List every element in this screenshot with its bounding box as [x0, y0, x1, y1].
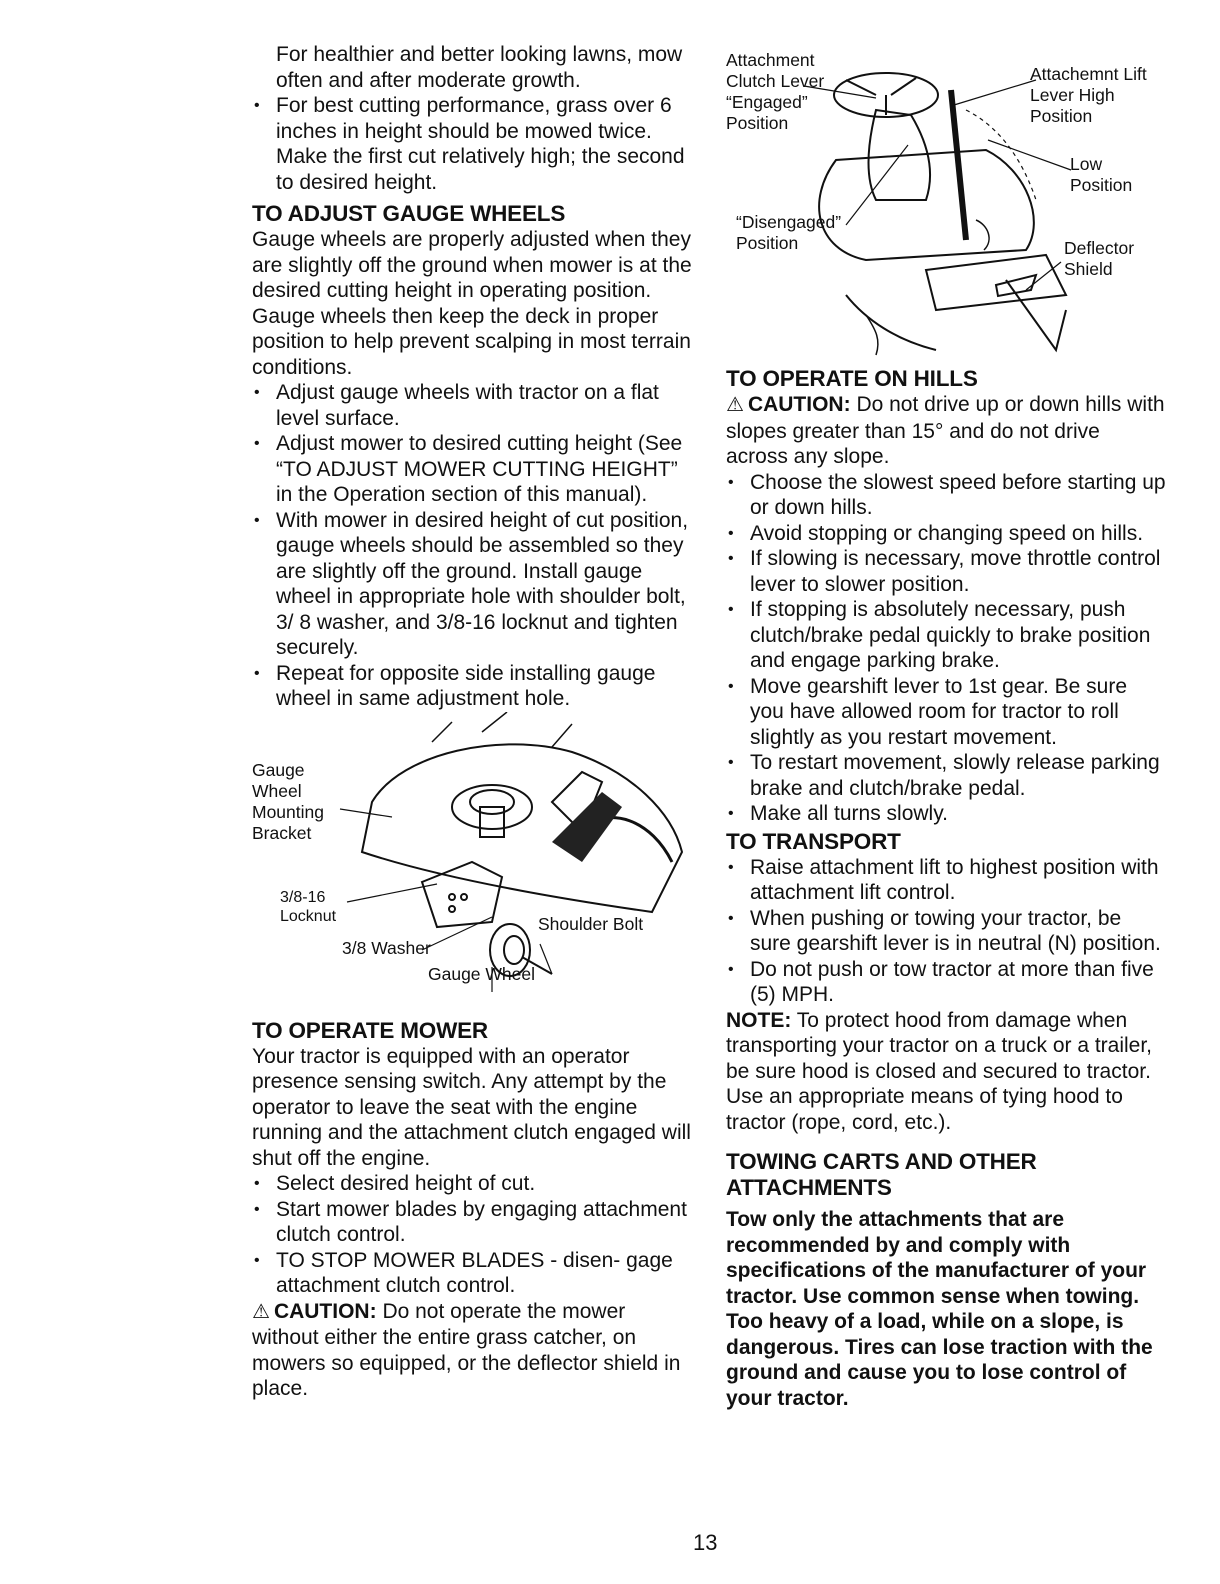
list-item: • If stopping is absolutely necessary, push clutch/brake pedal quickly to brake position and engage parking brake.: [726, 597, 1166, 674]
label-locknut: 3/8-16 Locknut: [280, 888, 337, 925]
warning-icon: ⚠: [726, 394, 744, 416]
towing-paragraph: Tow only the attachments that are recommended by and comply with specifications of the manufacturer of your tractor. Use common sense when towing. Too heavy of a load, while on a slope, is dangerous. Tires can lose traction with the ground and cause you to lose control of your tractor.: [726, 1208, 1153, 1410]
caution-text: Do not drive up or down hills with slopes greater than 15° and do not drive across any slope.: [726, 393, 1165, 468]
operate-paragraph: Your tractor is equipped with an operator presence sensing switch. Any attempt by the operator to leave the seat with the engine running and the attachment clutch engaged will shut off the engine.: [252, 1044, 691, 1170]
list-item: • With mower in desired height of cut position, gauge wheels should be assembled so they are slightly off the ground. Install gauge wheel in appropriate hole with shoulder bolt, 3/ 8 washer, and 3/8-16 locknut and tighten securely.: [252, 508, 692, 661]
caution-text: Do not operate the mower without either the entire grass catcher, on mowers so equipped, or the deflector shield in place.: [252, 1299, 681, 1400]
list-item: • If slowing is necessary, move throttle control lever to slower position.: [726, 546, 1166, 597]
label-low-position: Low Position: [1070, 154, 1133, 195]
gauge-list: [252, 380, 692, 712]
note-text: To protect hood from damage when transporting your tractor on a truck or a trailer, be sure hood is closed and secured to tractor. Use an appropriate means of tying hood to tractor (rope, cord, etc.).: [726, 1008, 1153, 1134]
heading-transport: TO TRANSPORT: [726, 828, 901, 854]
transport-note: [726, 1008, 1166, 1136]
list-item: • Choose the slowest speed before starting up or down hills.: [726, 470, 1166, 521]
label-mounting-bracket: Gauge Wheel Mounting Bracket: [252, 759, 324, 843]
hills-caution: [726, 392, 1166, 470]
heading-towing: TOWING CARTS AND OTHER ATTACHMENTS: [726, 1149, 1037, 1200]
heading-operate-on-hills: TO OPERATE ON HILLS: [726, 366, 978, 391]
caution-label: CAUTION:: [747, 393, 851, 416]
label-disengaged: “Disengaged” Position: [736, 212, 842, 253]
page-number: 13: [693, 1530, 718, 1555]
label-gauge-wheel: Gauge Wheel: [428, 963, 536, 984]
label-clutch-lever: Attachment Clutch Lever “Engaged” Position: [726, 50, 825, 133]
list-item: • Raise attachment lift to highest position with attachment lift control.: [726, 855, 1166, 906]
list-item: • For best cutting performance, grass over 6 inches in height should be mowed twice. Make the first cut relatively high; the second to desired height.: [252, 93, 692, 195]
list-item: • Make all turns slowly.: [726, 801, 1166, 827]
transport-list: [726, 855, 1166, 1008]
hills-list: [726, 470, 1166, 827]
heading-operate-mower: TO OPERATE MOWER: [252, 1017, 488, 1043]
list-item: • To restart movement, slowly release parking brake and clutch/brake pedal.: [726, 750, 1166, 801]
list-item: • Repeat for opposite side installing gauge wheel in same adjustment hole.: [252, 661, 692, 712]
operate-list: [252, 1171, 692, 1299]
heading-adjust-gauge-wheels: TO ADJUST GAUGE WHEELS: [252, 201, 566, 226]
gauge-paragraph: Gauge wheels are properly adjusted when they are slightly off the ground when mower is at the desired cutting height in operating position. Gauge wheels then keep the deck in proper position to help prevent scalping in most terrain conditions.: [252, 228, 692, 379]
left-column: [252, 42, 692, 1402]
label-shoulder-bolt: Shoulder Bolt: [538, 913, 644, 934]
gauge-wheel-figure: [252, 712, 692, 1012]
intro-paragraph: For healthier and better looking lawns, mow often and after moderate growth.: [276, 43, 683, 92]
list-item: • Adjust mower to desired cutting height (See “TO ADJUST MOWER CUTTING HEIGHT” in the Operation section of this manual).: [252, 431, 692, 508]
tractor-controls-figure: [726, 50, 1166, 360]
list-item: • When pushing or towing your tractor, be sure gearshift lever is in neutral (N) position.: [726, 906, 1166, 957]
list-item: • Adjust gauge wheels with tractor on a flat level surface.: [252, 380, 692, 431]
list-item: • TO STOP MOWER BLADES - disen- gage attachment clutch control.: [252, 1248, 692, 1299]
label-deflector-shield: Deflector Shield: [1064, 238, 1135, 279]
intro-list: [252, 93, 692, 195]
mower-caution: [252, 1299, 692, 1402]
label-washer: 3/8 Washer: [342, 937, 431, 958]
warning-icon: ⚠: [252, 1300, 270, 1323]
list-item: • Do not push or tow tractor at more than five (5) MPH.: [726, 957, 1166, 1008]
list-item: • Start mower blades by engaging attachment clutch control.: [252, 1197, 692, 1248]
list-item: • Move gearshift lever to 1st gear. Be sure you have allowed room for tractor to roll slightly as you restart movement.: [726, 674, 1166, 751]
right-column: [726, 50, 1166, 1411]
list-item: • Select desired height of cut.: [252, 1171, 692, 1197]
label-lift-lever: Attachemnt Lift Lever High Position: [1030, 64, 1147, 126]
list-item: • Avoid stopping or changing speed on hills.: [726, 521, 1166, 547]
caution-label: CAUTION:: [273, 1299, 377, 1323]
towing-section: [726, 1207, 1166, 1411]
note-label: NOTE:: [726, 1008, 792, 1032]
